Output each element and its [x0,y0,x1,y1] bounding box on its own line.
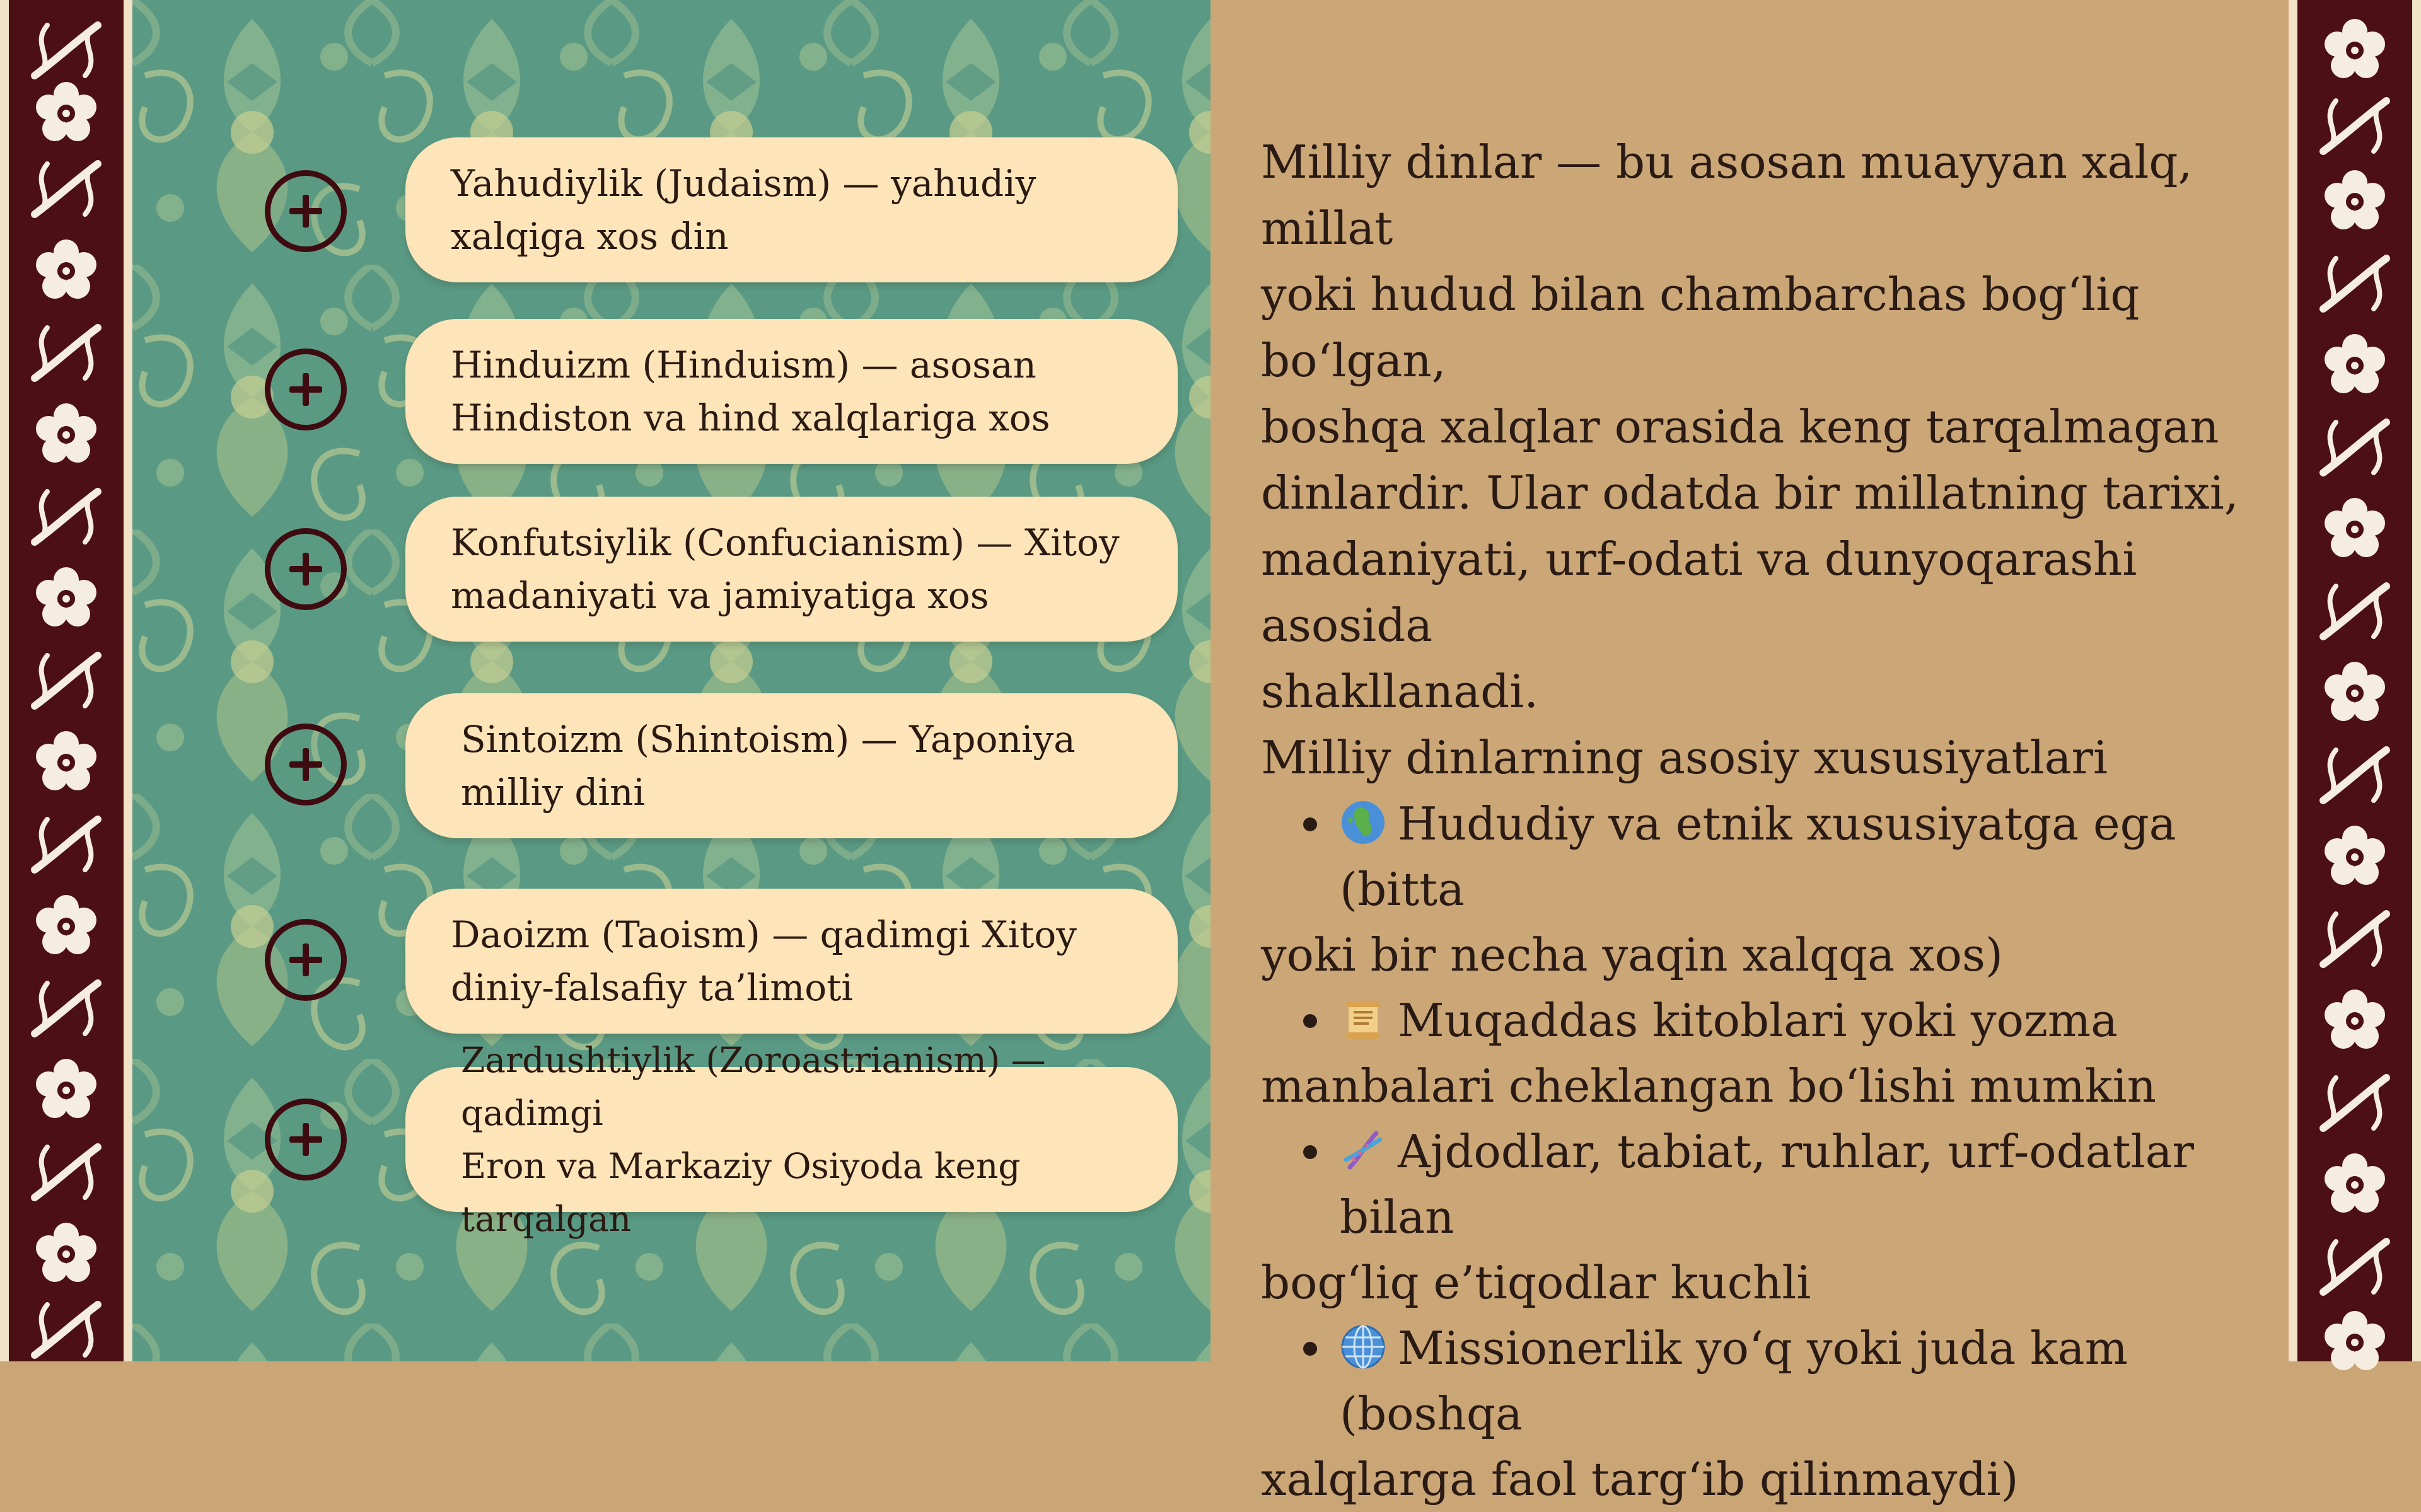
feature-item-2 [1261,988,2270,1119]
feature-item-3 [1261,1119,2270,1315]
right-ornament-border [2289,0,2421,1361]
item-4-line-1: Sintoizm (Shintoism) — Yaponiya [461,718,1076,761]
feature-item-1 [1261,791,2270,988]
religion-item-1 [405,137,1178,282]
feature-1-line-1: Hududiy va etnik xususiyatga ega (bitta [1340,797,2176,916]
item-4-plus-icon[interactable] [265,724,347,805]
item-2-plus-icon[interactable] [265,349,347,430]
intro-line-1: Milliy dinlar — bu asosan muayyan xalq, millat [1261,136,2193,255]
features-list [1261,791,2270,1512]
item-6-line-1: Zardushtiylik (Zoroastrianism) — qadimgi [461,1040,1046,1133]
item-1-line-2: xalqiga xos din [451,215,729,258]
features-heading: Milliy dinlarning asosiy xususiyatlari [1261,731,2108,784]
intro-paragraph [1261,129,2270,725]
religion-item-5 [405,889,1178,1034]
scroll-icon [1340,996,1386,1042]
item-3-plus-icon[interactable] [265,528,347,610]
intro-line-3: boshqa xalqlar orasida keng tarqalmagan [1261,400,2219,453]
globe-africa-icon [1340,799,1386,846]
border-flower-pattern-right [2297,0,2412,1361]
intro-line-4: dinlardir. Ular odatda bir millatning tarixi, [1261,466,2239,519]
intro-line-6: shakllanadi. [1261,665,1539,718]
item-2-line-2: Hindiston va hind xalqlariga xos [451,396,1050,439]
description-text [1261,129,2270,1512]
intro-line-2: yoki hudud bilan chambarchas bog‘liq bo‘lgan, [1261,268,2140,387]
item-5-plus-icon[interactable] [265,919,347,1001]
item-3-line-2: madaniyati va jamiyatiga xos [451,574,989,617]
feature-item-4 [1261,1315,2270,1512]
item-3-line-1: Konfutsiylik (Confucianism) — Xitoy [451,521,1120,564]
item-2-line-1: Hinduizm (Hinduism) — asosan [451,343,1036,386]
item-5-line-1: Daoizm (Taoism) — qadimgi Xitoy [451,913,1077,956]
left-ornament-border [0,0,132,1361]
intro-line-5: madaniyati, urf-odati va dunyoqarashi asosida [1261,533,2137,652]
feature-2-line-2: manbalari cheklangan bo‘lishi mumkin [1261,1059,2156,1112]
item-1-line-1: Yahudiylik (Judaism) — yahudiy [451,162,1036,205]
item-6-line-2: Eron va Markaziy Osiyoda keng tarqalgan [461,1146,1021,1239]
feature-3-line-1: Ajdodlar, tabiat, ruhlar, urf-odatlar bilan [1340,1125,2194,1244]
religion-item-6 [405,1040,1178,1239]
feature-1-line-2: yoki bir necha yaqin xalqqa xos) [1261,928,2003,981]
item-5-line-2: diniy-falsafiy ta’limoti [451,966,853,1009]
border-flower-pattern [9,0,124,1361]
item-4-line-2: milliy dini [461,771,645,814]
feature-2-line-1: Muqaddas kitoblari yoki yozma [1398,994,2118,1047]
feature-3-line-2: bog‘liq e’tiqodlar kuchli [1261,1256,1811,1309]
item-1-plus-icon[interactable] [265,170,347,252]
religion-item-3 [405,497,1178,642]
religion-item-4 [405,693,1178,838]
feature-4-line-1: Missionerlik yo‘q yoki juda kam (boshqa [1340,1322,2128,1440]
dna-icon [1340,1127,1386,1174]
feature-4-line-2: xalqlarga faol targ‘ib qilinmaydi) [1261,1453,2019,1506]
globe-meridians-icon [1340,1324,1386,1370]
religion-item-2 [405,319,1178,464]
item-6-plus-icon[interactable] [265,1099,347,1180]
